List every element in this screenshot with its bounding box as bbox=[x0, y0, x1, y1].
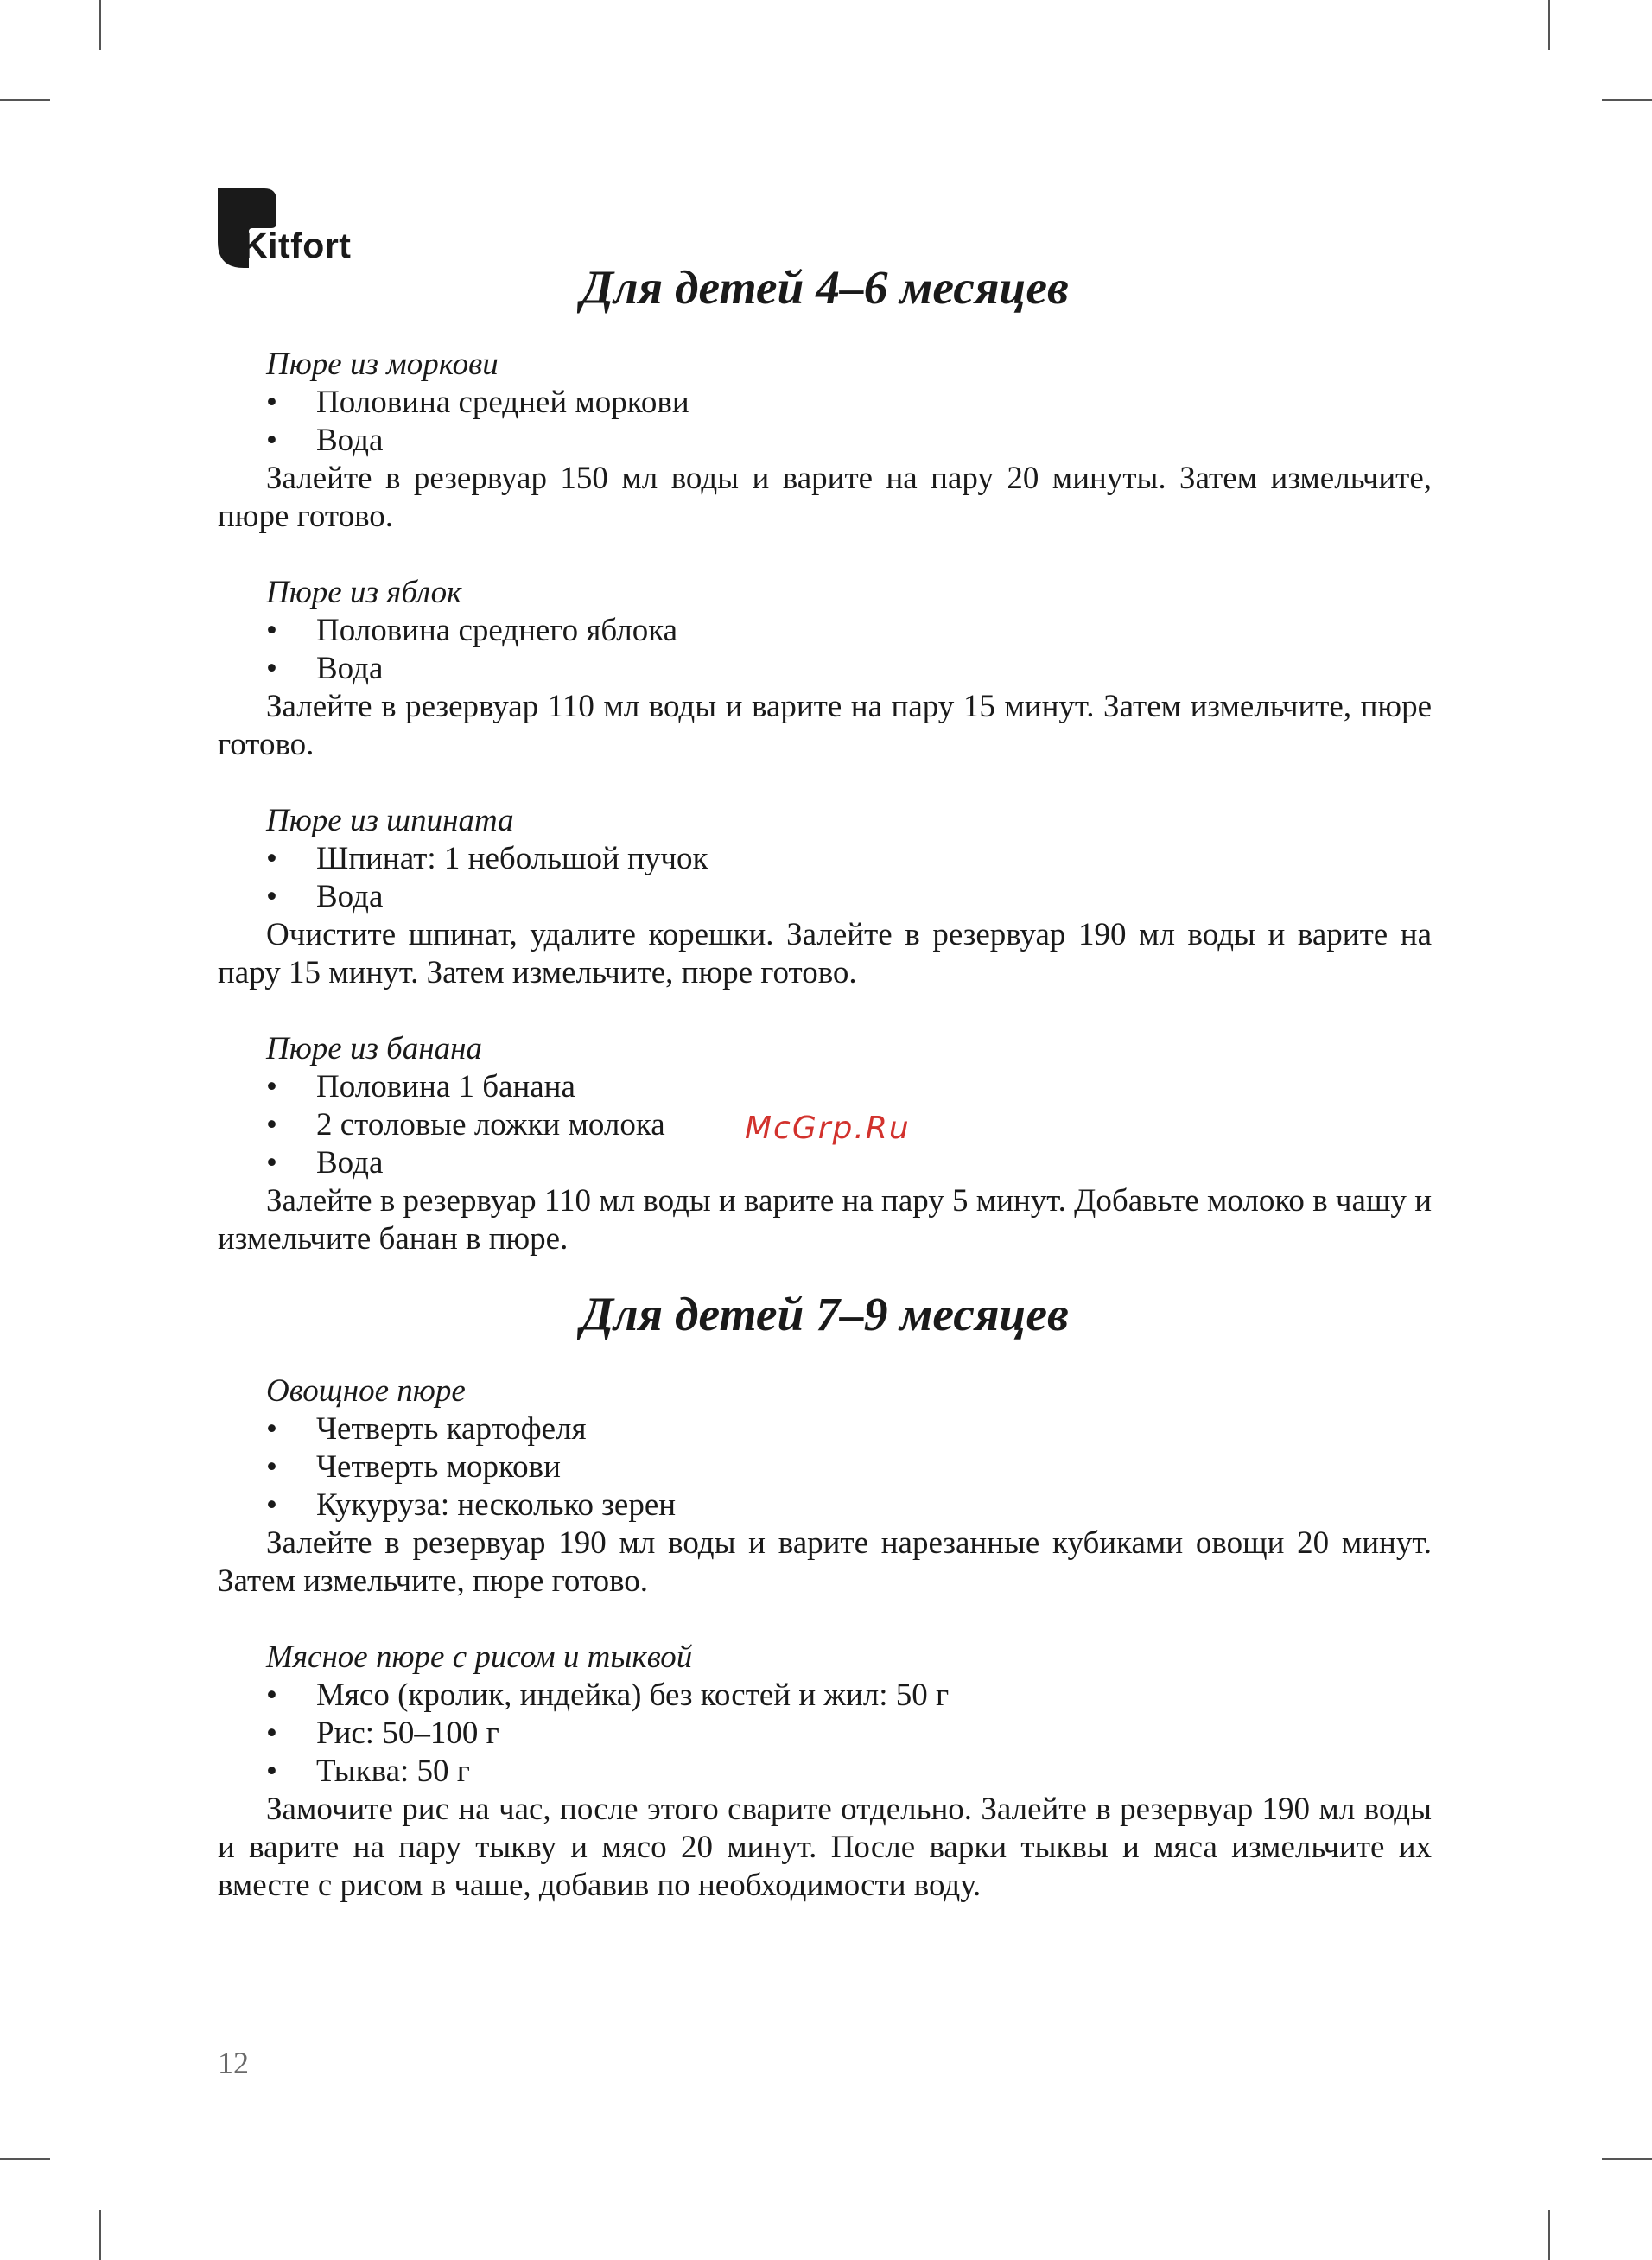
crop-mark bbox=[1548, 2210, 1550, 2260]
crop-mark bbox=[1548, 0, 1550, 50]
crop-mark bbox=[1602, 2158, 1652, 2160]
ingredient-list bbox=[218, 612, 1432, 688]
recipe-apple bbox=[218, 574, 1432, 764]
recipe-instructions: Залейте в резервуар 110 мл воды и варите на пару 5 минут. Добавьте молоко в чашу и измельчите банан в пюре. bbox=[218, 1183, 1432, 1257]
list-item: • Половина средней моркови bbox=[266, 385, 689, 420]
recipe-title: Пюре из шпината bbox=[266, 803, 514, 838]
crop-mark bbox=[1602, 99, 1652, 101]
recipe-vegetable bbox=[218, 1372, 1432, 1601]
document-body bbox=[218, 262, 1432, 1905]
section-heading: Для детей 4–6 месяцев bbox=[581, 262, 1069, 315]
list-item: • Мясо (кролик, индейка) без костей и жил: 50 г bbox=[266, 1677, 950, 1713]
recipe-spinach bbox=[218, 802, 1432, 992]
recipe-title: Пюре из банана bbox=[266, 1031, 482, 1066]
recipe-carrot bbox=[218, 346, 1432, 536]
recipe-instructions: Залейте в резервуар 190 мл воды и варите нарезанные кубиками овощи 20 минут. Затем измельчите, пюре готово. bbox=[218, 1525, 1432, 1599]
brand-name: Kitfort bbox=[242, 226, 352, 265]
recipe-title: Пюре из яблок bbox=[266, 575, 462, 610]
recipe-meat-rice-pumpkin bbox=[218, 1639, 1432, 1905]
list-item: • 2 столовые ложки молока bbox=[266, 1107, 665, 1143]
crop-mark bbox=[0, 2158, 50, 2160]
page-number: 12 bbox=[218, 2046, 249, 2080]
list-item: • Кукуруза: несколько зерен bbox=[266, 1487, 677, 1523]
list-item: • Шпинат: 1 небольшой пучок bbox=[266, 841, 708, 876]
recipe-instructions: Очистите шпинат, удалите корешки. Залейте в резервуар 190 мл воды и варите на пару 15 минут. Затем измельчите, пюре готово. bbox=[218, 917, 1432, 990]
recipe-instructions: Залейте в резервуар 110 мл воды и варите на пару 15 минут. Затем измельчите, пюре готово. bbox=[218, 689, 1432, 762]
list-item: • Четверть картофеля bbox=[266, 1411, 587, 1447]
recipe-instructions: Залейте в резервуар 150 мл воды и варите на пару 20 минуты. Затем измельчите, пюре готово. bbox=[218, 461, 1432, 534]
crop-mark bbox=[99, 0, 101, 50]
list-item: • Четверть моркови bbox=[266, 1449, 561, 1485]
list-item: • Вода bbox=[266, 651, 384, 686]
crop-mark bbox=[99, 2210, 101, 2260]
list-item: • Рис: 50–100 г bbox=[266, 1716, 499, 1751]
list-item: • Половина среднего яблока bbox=[266, 613, 678, 648]
ingredient-list bbox=[218, 1410, 1432, 1525]
ingredient-list bbox=[218, 1677, 1432, 1791]
recipe-title: Пюре из моркови bbox=[266, 347, 499, 382]
list-item: • Вода bbox=[266, 1145, 384, 1181]
ingredient-list bbox=[218, 840, 1432, 916]
list-item: • Половина 1 банана bbox=[266, 1069, 575, 1105]
section-heading: Для детей 7–9 месяцев bbox=[581, 1289, 1069, 1341]
list-item: • Вода bbox=[266, 423, 384, 458]
list-item: • Вода bbox=[266, 879, 384, 914]
recipe-title: Мясное пюре с рисом и тыквой bbox=[266, 1639, 693, 1675]
list-item: • Тыква: 50 г bbox=[266, 1754, 470, 1789]
watermark: McGrp.Ru bbox=[745, 1111, 911, 1146]
recipe-title: Овощное пюре bbox=[266, 1373, 466, 1409]
brand-logo bbox=[218, 188, 351, 268]
crop-mark bbox=[0, 99, 50, 101]
recipe-instructions: Замочите рис на час, после этого сварите отдельно. Залейте в резервуар 190 мл воды и варите на пару тыкву и мясо 20 минут. После варки тыквы и мяса измельчите их вместе с рисом в чаше, добавив по необходимости воду. bbox=[218, 1792, 1432, 1903]
ingredient-list bbox=[218, 384, 1432, 460]
